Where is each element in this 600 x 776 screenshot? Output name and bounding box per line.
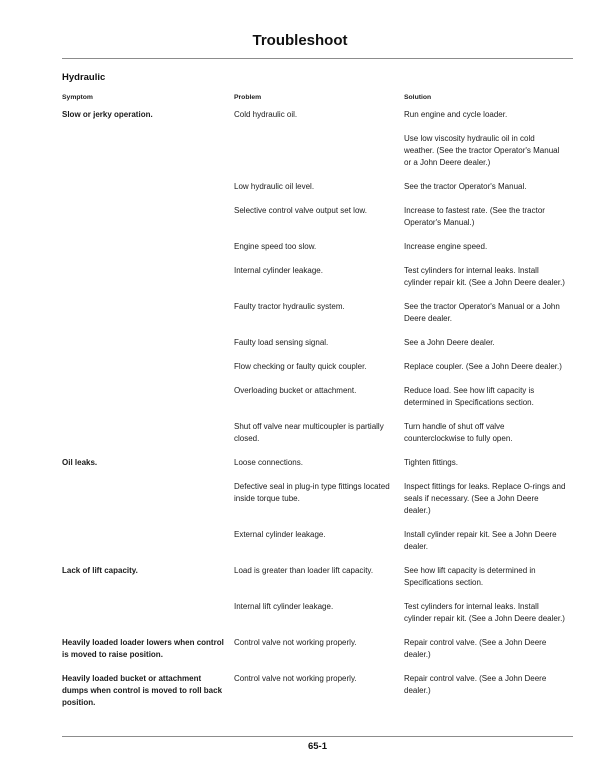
solution-cell (404, 481, 573, 517)
table-row (62, 673, 573, 709)
table-row (62, 265, 573, 289)
section-heading: Hydraulic (62, 72, 106, 83)
solution-paragraph: Turn handle of shut off valve counterclockwise to fully open. (404, 422, 513, 443)
problem-cell: Flow checking or faulty quick coupler. (234, 362, 367, 371)
problem-cell: Faulty tractor hydraulic system. (234, 302, 345, 311)
problem-cell: Overloading bucket or attachment. (234, 386, 357, 395)
problem-cell: Internal lift cylinder leakage. (234, 602, 334, 611)
column-headers (62, 94, 573, 101)
problem-cell: Selective control valve output set low. (234, 206, 367, 215)
solution-paragraph: Test cylinders for internal leaks. Install cylinder repair kit. (See a John Deere dealer.) (404, 602, 565, 623)
solution-cell (404, 361, 573, 373)
solution-paragraph: See the tractor Operator's Manual or a John Deere dealer. (404, 302, 560, 323)
solution-paragraph: See a John Deere dealer. (404, 338, 495, 347)
solution-paragraph: Replace coupler. (See a John Deere dealer.) (404, 362, 562, 371)
solution-paragraph: Tighten fittings. (404, 458, 458, 467)
symptom-cell: Oil leaks. (62, 458, 98, 467)
symptom-cell (62, 529, 234, 553)
column-header-symptom: Symptom (62, 94, 93, 101)
problem-cell: Low hydraulic oil level. (234, 182, 315, 191)
symptom-cell (62, 265, 234, 289)
symptom-cell (62, 181, 234, 193)
table-row (62, 385, 573, 409)
solution-paragraph: Run engine and cycle loader. (404, 110, 508, 119)
table-row (62, 421, 573, 445)
table-row (62, 205, 573, 229)
solution-cell (404, 205, 573, 229)
title-rule (62, 58, 573, 59)
problem-cell: Faulty load sensing signal. (234, 338, 329, 347)
solution-paragraph: Repair control valve. (See a John Deere dealer.) (404, 674, 547, 695)
table-body (62, 109, 573, 709)
solution-paragraph: See the tractor Operator's Manual. (404, 182, 527, 191)
page-title: Troubleshoot (252, 32, 348, 49)
solution-cell (404, 265, 573, 289)
solution-paragraph: See how lift capacity is determined in Specifications section. (404, 566, 536, 587)
solution-paragraph: Reduce load. See how lift capacity is determined in Specifications section. (404, 386, 535, 407)
problem-cell: Shut off valve near multicoupler is partially closed. (234, 422, 384, 443)
solution-paragraph: Use low viscosity hydraulic oil in cold weather. (See the tractor Operator's Manual or a John Deere dealer.) (404, 134, 560, 167)
solution-cell (404, 421, 573, 445)
symptom-cell (62, 337, 234, 349)
problem-cell: Control valve not working properly. (234, 638, 357, 647)
solution-cell (404, 241, 573, 253)
problem-cell: Engine speed too slow. (234, 242, 317, 251)
problem-cell: Internal cylinder leakage. (234, 266, 323, 275)
symptom-cell: Lack of lift capacity. (62, 566, 138, 575)
problem-cell: Defective seal in plug-in type fittings located inside torque tube. (234, 482, 390, 503)
solution-cell (404, 109, 573, 169)
symptom-cell (62, 301, 234, 325)
table-row (62, 109, 573, 169)
solution-cell (404, 565, 573, 589)
table-row (62, 241, 573, 253)
problem-cell: Loose connections. (234, 458, 303, 467)
symptom-cell (62, 421, 234, 445)
solution-cell (404, 637, 573, 661)
problem-cell: Cold hydraulic oil. (234, 110, 298, 119)
solution-cell (404, 337, 573, 349)
symptom-cell (62, 361, 234, 373)
symptom-cell: Heavily loaded loader lowers when control is moved to raise position. (62, 638, 224, 659)
problem-cell: External cylinder leakage. (234, 530, 326, 539)
solution-cell (404, 181, 573, 193)
solution-cell (404, 529, 573, 553)
solution-paragraph: Inspect fittings for leaks. Replace O-rings and seals if necessary. (See a John Deere dealer.) (404, 482, 566, 515)
table-row (62, 565, 573, 589)
table-row (62, 601, 573, 625)
table-row (62, 481, 573, 517)
symptom-cell: Slow or jerky operation. (62, 110, 153, 119)
solution-cell (404, 673, 573, 709)
solution-cell (404, 385, 573, 409)
table-row (62, 181, 573, 193)
footer-rule (62, 736, 573, 752)
solution-paragraph: Increase to fastest rate. (See the tractor Operator's Manual.) (404, 206, 545, 227)
troubleshoot-table (62, 94, 573, 709)
table-row (62, 457, 573, 469)
solution-cell (404, 301, 573, 325)
problem-cell: Load is greater than loader lift capacity. (234, 566, 374, 575)
symptom-cell (62, 601, 234, 625)
problem-cell: Control valve not working properly. (234, 674, 357, 683)
table-row (62, 301, 573, 325)
table-row (62, 337, 573, 349)
table-row (62, 361, 573, 373)
symptom-cell (62, 481, 234, 517)
solution-cell (404, 457, 573, 469)
solution-cell (404, 601, 573, 625)
symptom-cell: Heavily loaded bucket or attachment dumps when control is moved to roll back position. (62, 674, 223, 707)
column-header-solution: Solution (404, 94, 432, 101)
solution-paragraph: Repair control valve. (See a John Deere dealer.) (404, 638, 547, 659)
column-header-problem: Problem (234, 94, 262, 101)
solution-paragraph: Install cylinder repair kit. See a John Deere dealer. (404, 530, 557, 551)
symptom-cell (62, 241, 234, 253)
solution-paragraph: Increase engine speed. (404, 242, 488, 251)
solution-paragraph: Test cylinders for internal leaks. Install cylinder repair kit. (See a John Deere dealer.) (404, 266, 565, 287)
symptom-cell (62, 385, 234, 409)
table-row (62, 637, 573, 661)
page-number: 65-1 (307, 741, 327, 752)
symptom-cell (62, 205, 234, 229)
table-row (62, 529, 573, 553)
